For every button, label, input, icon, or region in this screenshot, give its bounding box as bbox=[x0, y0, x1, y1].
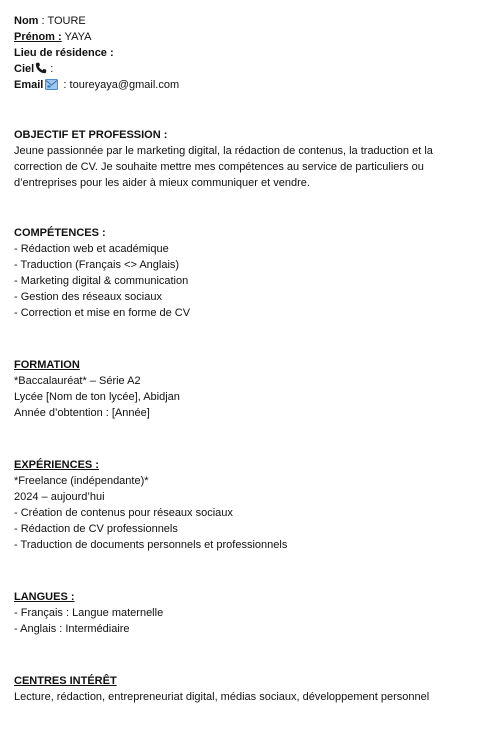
email-separator: : bbox=[60, 79, 70, 91]
formation-title: FORMATION bbox=[14, 359, 80, 371]
experience-line: 2024 – aujourd’hui bbox=[14, 491, 105, 503]
interets-title: CENTRES INTÉRÊT bbox=[14, 675, 117, 687]
objectif-title: OBJECTIF ET PROFESSION : bbox=[14, 129, 168, 141]
langues-section bbox=[14, 589, 482, 637]
competences-section bbox=[14, 225, 482, 321]
formation-section bbox=[14, 357, 482, 421]
ciel-line bbox=[14, 61, 482, 77]
competence-item: - Gestion des réseaux sociaux bbox=[14, 291, 162, 303]
competence-item: - Rédaction web et académique bbox=[14, 243, 169, 255]
mail-icon bbox=[45, 79, 58, 90]
experiences-section bbox=[14, 457, 482, 553]
langue-item: - Français : Langue maternelle bbox=[14, 607, 164, 619]
email-line bbox=[14, 77, 482, 93]
interets-text: Lecture, rédaction, entrepreneuriat digital, médias sociaux, développement personnel bbox=[14, 691, 430, 703]
prenom-line bbox=[14, 29, 482, 45]
experience-line: - Création de contenus pour réseaux sociaux bbox=[14, 507, 233, 519]
formation-line: Année d’obtention : [Année] bbox=[14, 407, 150, 419]
langues-title: LANGUES : bbox=[14, 591, 75, 603]
experience-line: - Rédaction de CV professionnels bbox=[14, 523, 178, 535]
objectif-line: correction de CV. Je souhaite mettre mes compétences au service de particuliers ou bbox=[14, 161, 424, 173]
interets-section bbox=[14, 673, 482, 705]
competences-title: COMPÉTENCES : bbox=[14, 227, 106, 239]
competence-item: - Traduction (Français <> Anglais) bbox=[14, 259, 180, 271]
ciel-label: Ciel bbox=[14, 63, 35, 75]
prenom-value: YAYA bbox=[61, 31, 92, 43]
competence-item: - Correction et mise en forme de CV bbox=[14, 307, 191, 319]
objectif-line: d’entreprises pour les aider à mieux communiquer et vendre. bbox=[14, 177, 310, 189]
nom-line bbox=[14, 13, 482, 29]
experience-line: *Freelance (indépendante)* bbox=[14, 475, 149, 487]
lieu-line bbox=[14, 45, 482, 61]
formation-line: Lycée [Nom de ton lycée], Abidjan bbox=[14, 391, 180, 403]
cv-document bbox=[14, 13, 482, 705]
lieu-label: Lieu de résidence : bbox=[14, 47, 114, 59]
experience-line: - Traduction de documents personnels et professionnels bbox=[14, 539, 288, 551]
formation-line: *Baccalauréat* – Série A2 bbox=[14, 375, 141, 387]
langue-item: - Anglais : Intermédiaire bbox=[14, 623, 130, 635]
email-value: toureyaya@gmail.com bbox=[69, 79, 180, 91]
objectif-section bbox=[14, 127, 482, 191]
experiences-title: EXPÉRIENCES : bbox=[14, 459, 99, 471]
nom-label: Nom bbox=[14, 15, 39, 27]
nom-separator: : bbox=[38, 15, 48, 27]
email-label: Email bbox=[14, 79, 44, 91]
competence-item: - Marketing digital & communication bbox=[14, 275, 189, 287]
contact-block bbox=[14, 13, 482, 93]
phone-icon bbox=[35, 62, 47, 74]
nom-value: TOURE bbox=[47, 15, 86, 27]
prenom-label: Prénom : bbox=[14, 31, 62, 43]
ciel-separator: : bbox=[47, 63, 54, 75]
objectif-line: Jeune passionnée par le marketing digital, la rédaction de contenus, la traduction et la bbox=[14, 145, 433, 157]
